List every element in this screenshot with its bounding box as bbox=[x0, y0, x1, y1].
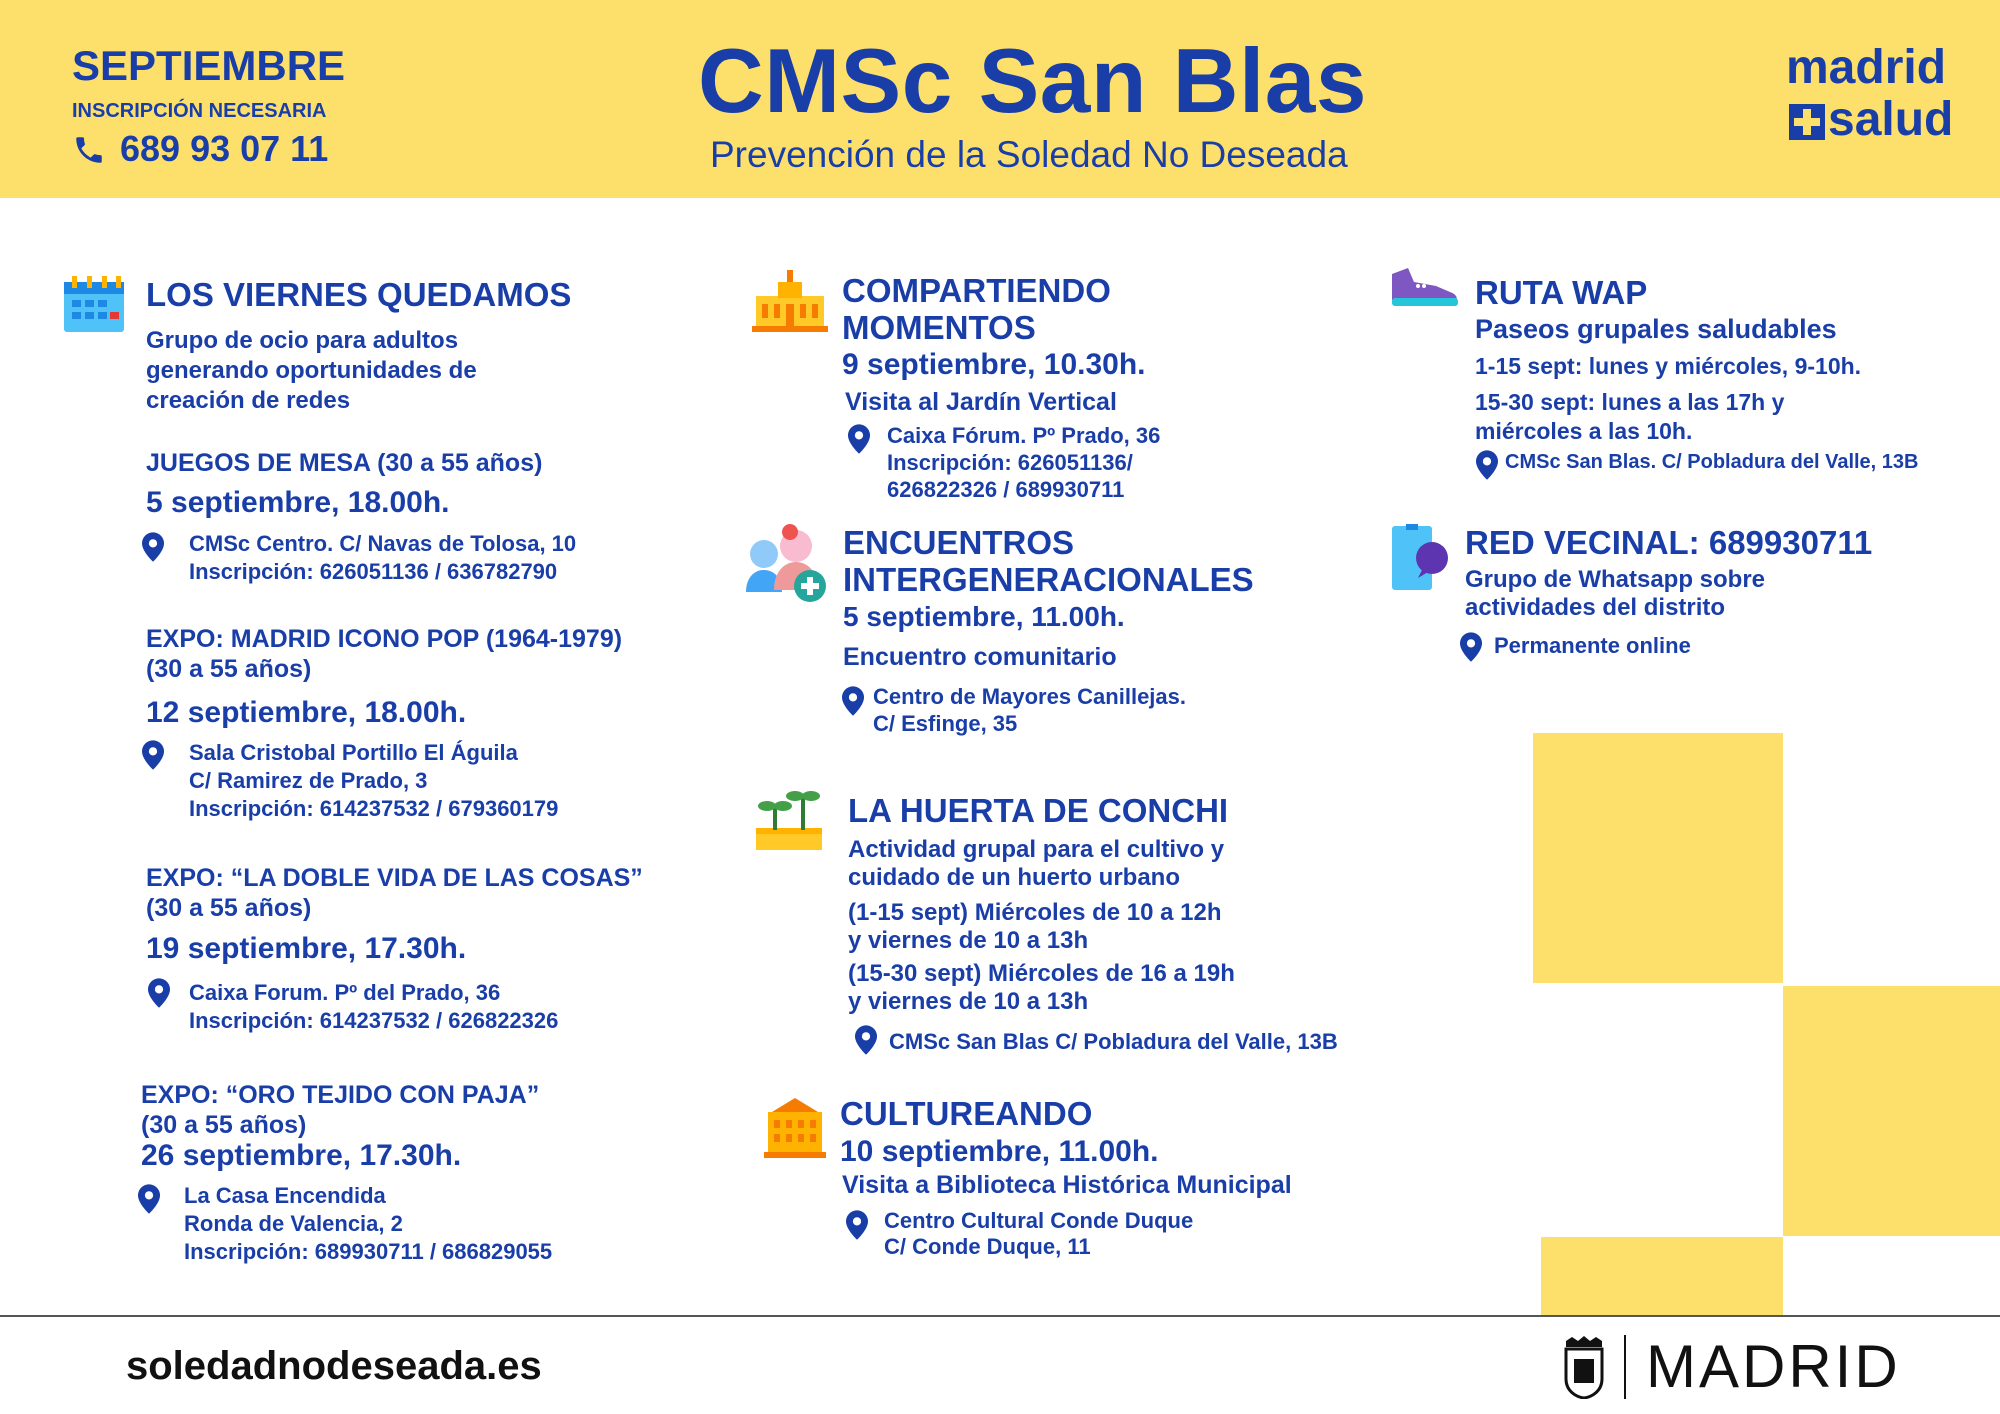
footer-divider bbox=[0, 1315, 2000, 1317]
event-location-icono-pop: Sala Cristobal Portillo El Águila C/ Ramirez de Prado, 3 Inscripción: 614237532 / 679360179 bbox=[189, 740, 559, 821]
encuentros-date: 5 septiembre, 11.00h. bbox=[843, 601, 1125, 632]
logo-madrid: madrid bbox=[1786, 41, 1947, 94]
compartiendo-date: 9 septiembre, 10.30h. bbox=[842, 348, 1146, 381]
event-location-oro-tejido: La Casa Encendida Ronda de Valencia, 2 Inscripción: 689930711 / 686829055 bbox=[184, 1183, 553, 1264]
location-pin-icon bbox=[855, 1025, 877, 1055]
location-pin-icon bbox=[842, 686, 864, 716]
huerta-description: Actividad grupal para el cultivo y cuidado de un huerto urbano bbox=[848, 836, 1225, 891]
cultureando-location: Centro Cultural Conde Duque C/ Conde Duque, 11 bbox=[884, 1208, 1194, 1259]
huerta-schedule-2: (15-30 sept) Miércoles de 16 a 19h y viernes de 10 a 13h bbox=[848, 960, 1235, 1015]
huerta-location: CMSc San Blas C/ Pobladura del Valle, 13B bbox=[889, 1029, 1338, 1054]
sprout-planter-icon bbox=[754, 784, 824, 850]
decorative-block bbox=[1783, 986, 2000, 1236]
ruta-location: CMSc San Blas. C/ Pobladura del Valle, 13B bbox=[1505, 451, 1919, 473]
red-location: Permanente online bbox=[1494, 633, 1691, 658]
event-date-juegos: 5 septiembre, 18.00h. bbox=[146, 486, 450, 519]
palace-icon bbox=[752, 268, 828, 332]
location-pin-icon bbox=[142, 740, 164, 770]
footer-website-link[interactable]: soledadnodeseada.es bbox=[126, 1344, 542, 1388]
event-name-doble-vida: EXPO: “LA DOBLE VIDA DE LAS COSAS” (30 a 55 años) bbox=[146, 864, 643, 922]
event-name-juegos: JUEGOS DE MESA (30 a 55 años) bbox=[146, 449, 543, 477]
logo-salud: salud bbox=[1828, 93, 1954, 146]
event-location-juegos: CMSc Centro. C/ Navas de Tolosa, 10 Inscripción: 626051136 / 636782790 bbox=[189, 531, 577, 584]
month-label: SEPTIEMBRE bbox=[72, 42, 346, 89]
red-description: Grupo de Whatsapp sobre actividades del distrito bbox=[1465, 566, 1766, 621]
location-pin-icon bbox=[1460, 632, 1482, 662]
footer-logo-divider bbox=[1624, 1335, 1626, 1399]
section-title-huerta: LA HUERTA DE CONCHI bbox=[848, 792, 1229, 829]
event-location-doble-vida: Caixa Forum. Pº del Prado, 36 Inscripción: 614237532 / 626822326 bbox=[189, 980, 559, 1033]
cultureando-date: 10 septiembre, 11.00h. bbox=[840, 1135, 1159, 1168]
section-title-cultureando: CULTUREANDO bbox=[840, 1095, 1093, 1132]
section-title-red-vecinal: RED VECINAL: 689930711 bbox=[1465, 524, 1873, 561]
page-subtitle: Prevención de la Soledad No Deseada bbox=[710, 134, 1348, 175]
ruta-schedule-2: 15-30 sept: lunes a las 17h y miércoles a las 10h. bbox=[1475, 389, 1785, 444]
registration-label: INSCRIPCIÓN NECESARIA bbox=[72, 100, 327, 122]
historic-building-icon bbox=[764, 1096, 826, 1158]
location-pin-icon bbox=[1476, 450, 1498, 480]
page-title: CMSc San Blas bbox=[698, 31, 1368, 132]
location-pin-icon bbox=[138, 1184, 160, 1214]
location-pin-icon bbox=[148, 978, 170, 1008]
location-pin-icon bbox=[846, 1210, 868, 1240]
section-title-viernes: LOS VIERNES QUEDAMOS bbox=[146, 276, 572, 313]
ruta-schedule-1: 1-15 sept: lunes y miércoles, 9-10h. bbox=[1475, 353, 1862, 379]
location-pin-icon bbox=[142, 532, 164, 562]
compartiendo-desc: Visita al Jardín Vertical bbox=[845, 388, 1117, 416]
cultureando-desc: Visita a Biblioteca Histórica Municipal bbox=[842, 1171, 1292, 1199]
event-name-oro-tejido: EXPO: “ORO TEJIDO CON PAJA” (30 a 55 años) bbox=[141, 1081, 540, 1139]
plus-icon bbox=[1789, 104, 1825, 140]
madrid-coat-of-arms-icon bbox=[1562, 1335, 1606, 1399]
intergenerational-people-icon bbox=[744, 524, 830, 604]
phone-number: 689 93 07 11 bbox=[120, 128, 329, 169]
event-name-icono-pop: EXPO: MADRID ICONO POP (1964-1979) (30 a 55 años) bbox=[146, 625, 623, 683]
event-date-oro-tejido: 26 septiembre, 17.30h. bbox=[141, 1139, 462, 1172]
viernes-description: Grupo de ocio para adultos generando oportunidades de creación de redes bbox=[146, 327, 477, 414]
section-title-ruta: RUTA WAP bbox=[1475, 274, 1648, 311]
encuentros-location: Centro de Mayores Canillejas. C/ Esfinge, 35 bbox=[873, 684, 1186, 736]
calendar-icon bbox=[64, 276, 124, 332]
phone-icon bbox=[72, 133, 106, 167]
section-title-compartiendo: COMPARTIENDO MOMENTOS bbox=[842, 272, 1111, 346]
location-pin-icon bbox=[848, 424, 870, 454]
section-title-encuentros: ENCUENTROS INTERGENERACIONALES bbox=[843, 524, 1254, 598]
decorative-block bbox=[1533, 733, 1783, 983]
event-date-icono-pop: 12 septiembre, 18.00h. bbox=[146, 696, 467, 729]
compartiendo-location: Caixa Fórum. Pº Prado, 36 Inscripción: 626051136/ 626822326 / 689930711 bbox=[887, 423, 1161, 502]
decorative-block bbox=[1541, 1237, 1783, 1315]
encuentros-desc: Encuentro comunitario bbox=[843, 643, 1117, 671]
madrid-city-logo: MADRID bbox=[1646, 1333, 1901, 1400]
huerta-schedule-1: (1-15 sept) Miércoles de 10 a 12h y viernes de 10 a 13h bbox=[848, 899, 1222, 954]
ruta-subtitle: Paseos grupales saludables bbox=[1475, 314, 1837, 344]
chat-phone-icon bbox=[1392, 524, 1450, 592]
event-date-doble-vida: 19 septiembre, 17.30h. bbox=[146, 932, 467, 965]
sneaker-icon bbox=[1390, 264, 1458, 308]
